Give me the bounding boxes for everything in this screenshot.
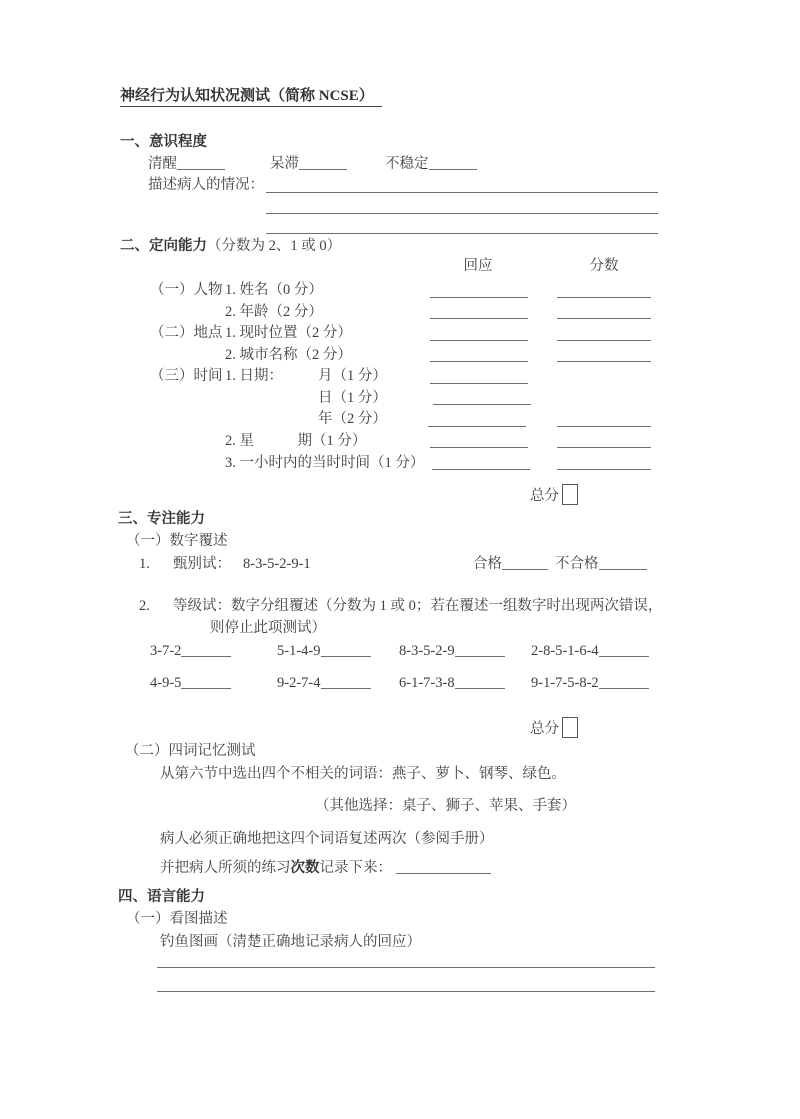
response-line — [428, 426, 526, 427]
section-1-heading: 一、意识程度 — [120, 134, 207, 150]
pass-label: 合格 — [473, 556, 502, 572]
level-lethargic — [270, 156, 347, 173]
fishing-picture-instruction: 钓鱼图画（清楚正确地记录病人的回应） — [160, 934, 421, 950]
score-line — [557, 297, 651, 298]
pass-field — [473, 556, 548, 573]
digit-item — [531, 643, 649, 660]
record-prefix: 并把病人所须的练习 — [160, 860, 291, 876]
graded-num: 2. — [139, 598, 150, 614]
digit-sequence: 6-1-7-3-8 — [399, 675, 455, 691]
level-unstable-label: 不稳定 — [385, 156, 429, 172]
section-2-heading-row — [120, 238, 341, 255]
orientation-group: （一）人物 — [150, 282, 223, 298]
digit-blank — [599, 676, 649, 689]
orientation-group: （三）时间 — [150, 368, 223, 384]
digit-sequence: 2-8-5-1-6-4 — [531, 643, 599, 659]
writing-line — [157, 967, 655, 968]
level-awake — [148, 156, 225, 173]
score-line — [557, 426, 651, 427]
digit-sequence: 3-7-2 — [150, 643, 182, 659]
graded-instruction-line1: 等级试：数字分组覆述（分数为 1 或 0；若在覆述一组数字时出现两次错误， — [173, 598, 663, 614]
score-line — [557, 340, 651, 341]
orientation-item: 2. 星 期（1 分） — [225, 433, 367, 449]
response-line — [430, 447, 528, 448]
orientation-item: 2. 城市名称（2 分） — [225, 347, 352, 363]
response-line — [430, 340, 528, 341]
graded-instruction-line2: 则停止此项测试） — [210, 620, 326, 636]
digit-sequence: 5-1-4-9 — [277, 643, 321, 659]
picture-description-heading: （一）看图描述 — [126, 911, 228, 927]
record-blank — [396, 861, 491, 874]
record-bold-word: 次数 — [290, 860, 320, 876]
orientation-item: 3. 一小时内的当时时间（1 分） — [225, 455, 425, 471]
writing-line — [266, 233, 658, 234]
total-score-box — [562, 717, 578, 738]
screening-digits: 8-3-5-2-9-1 — [243, 556, 311, 572]
section-2-heading: 二、定向能力 — [120, 238, 207, 254]
orientation-subitem: 日（1 分） — [318, 390, 387, 406]
fail-blank — [599, 557, 647, 570]
four-word-heading: （二）四词记忆测试 — [125, 743, 256, 759]
orientation-total-label: 总分 — [530, 488, 559, 504]
digit-blank — [321, 644, 371, 657]
score-line — [557, 361, 651, 362]
response-line — [430, 361, 528, 362]
record-attempts-field — [160, 860, 491, 877]
digit-item — [277, 675, 371, 692]
digit-blank — [321, 676, 371, 689]
response-line — [432, 469, 530, 470]
section-4-heading: 四、语言能力 — [118, 889, 205, 905]
column-header-response: 回应 — [463, 258, 493, 274]
level-lethargic-blank — [299, 157, 347, 170]
digit-span-heading: （一）数字覆述 — [126, 533, 228, 549]
orientation-subitem: 年（2 分） — [318, 411, 387, 427]
attention-total-label: 总分 — [530, 721, 559, 737]
score-line — [557, 447, 651, 448]
four-word-line2: 病人必须正确地把这四个词语复述两次（参阅手册） — [160, 831, 494, 847]
four-word-alternatives: （其他选择：桌子、狮子、苹果、手套） — [315, 798, 576, 814]
fail-label: 不合格 — [555, 556, 599, 572]
digit-blank — [599, 644, 649, 657]
digit-item — [531, 675, 649, 692]
level-lethargic-label: 呆滞 — [270, 156, 299, 172]
attention-total — [530, 717, 578, 738]
digit-item — [399, 643, 505, 660]
orientation-item: 1. 日期： — [225, 368, 283, 384]
pass-blank — [502, 557, 548, 570]
digit-blank — [455, 676, 505, 689]
score-line — [557, 318, 651, 319]
four-word-line1: 从第六节中选出四个不相关的词语：燕子、萝卜、钢琴、绿色。 — [160, 766, 566, 782]
digit-item — [150, 675, 231, 692]
response-line — [430, 297, 528, 298]
digit-item — [150, 643, 231, 660]
section-2-score-note: （分数为 2、1 或 0） — [207, 238, 342, 254]
record-suffix: 记录下来： — [319, 860, 392, 876]
score-line — [557, 469, 651, 470]
response-line — [430, 318, 528, 319]
column-header-score: 分数 — [589, 258, 619, 274]
orientation-total — [530, 484, 578, 505]
orientation-group: （二）地点 — [150, 325, 223, 341]
total-score-box — [562, 484, 578, 505]
digit-sequence: 9-2-7-4 — [277, 675, 321, 691]
digit-sequence: 9-1-7-5-8-2 — [531, 675, 599, 691]
digit-item — [277, 643, 371, 660]
level-unstable-blank — [429, 157, 477, 170]
digit-sequence: 4-9-5 — [150, 675, 182, 691]
writing-line — [157, 991, 655, 992]
describe-patient-label: 描述病人的情况： — [148, 177, 264, 193]
response-line — [433, 404, 531, 405]
level-unstable — [385, 156, 477, 173]
page-title: 神经行为认知状况测试（简称 NCSE） — [120, 88, 382, 107]
orientation-item: 1. 现时位置（2 分） — [225, 325, 352, 341]
fail-field — [555, 556, 647, 573]
section-3-heading: 三、专注能力 — [118, 511, 205, 527]
orientation-item: 2. 年龄（2 分） — [225, 304, 323, 320]
response-line — [430, 383, 528, 384]
orientation-item: 1. 姓名（0 分） — [225, 282, 323, 298]
digit-item — [399, 675, 505, 692]
level-awake-label: 清醒 — [148, 156, 177, 172]
level-awake-blank — [177, 157, 225, 170]
digit-blank — [181, 676, 231, 689]
writing-line — [266, 192, 658, 193]
screening-num: 1. — [139, 556, 150, 572]
screening-label: 甄别试： — [173, 556, 231, 572]
digit-blank — [181, 644, 231, 657]
digit-blank — [455, 644, 505, 657]
writing-line — [266, 213, 658, 214]
orientation-subitem: 月（1 分） — [318, 368, 387, 384]
digit-sequence: 8-3-5-2-9 — [399, 643, 455, 659]
